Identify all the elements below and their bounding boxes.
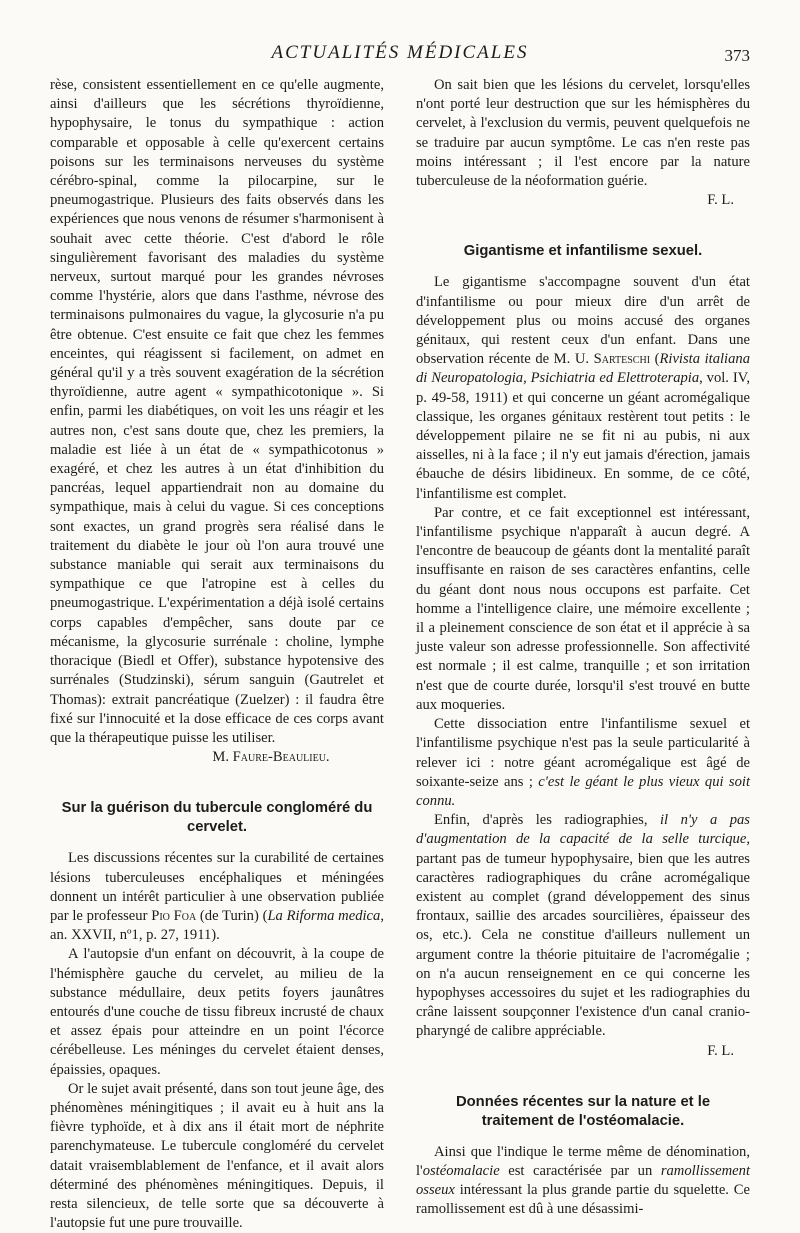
emphasis: il n'y a pas d'augmentation de la capacité de la selle turcique: [416, 812, 750, 848]
paragraph: Le gigantisme s'accompagne souvent d'un état d'infantilisme ou pour mieux dire d'un arrêt de développement plus ou moins accusé des organes génitaux, qui restent ceux d'un enfant. Dans une observation récente de M. U. Sarteschi (Rivista italiana di Neuropatologia, Psichiatria ed Elettroterapia, vol. IV, p. 49-58, 1911) et qui concerne un géant acromégalique classique, les organes génitaux restèrent tout petits : le développement pilaire ne se fit ni au pubis, ni aux aisselles, ni à la face ; il n'y eut jamais d'érection, jamais ébauche de désirs libidineux. En somme, de ce côté, l'infantilisme est complet.: [416, 274, 750, 502]
left-column: [50, 76, 384, 1233]
author-signature: F. L.: [707, 192, 734, 209]
section-heading: Données récentes sur la nature et le traitement de l'ostéomalacie.: [455, 1093, 711, 1129]
paragraph: rèse, consistent essentiellement en ce qu'elle augmente, ainsi d'ailleurs que les sécrétions thyroïdienne, hypophysaire, le tonus du sympathique : action comparable et opposable à celle qu'exercent certains poisons sur les terminaisons nerveuses du système cérébro-spinal, comme la pilocarpine, sur le pneumogastrique. Plusieurs des faits observés dans les expériences que nous venons de résumer s'harmonisent à souhait avec cette théorie. C'est d'abord le rôle singulièrement favorisant des maladies du système nerveux, surtout marqué pour les grandes névroses comme l'hystérie, alors que dans l'asthme, névrose des terminaisons pulmonaires du vague, la glycosurie n'a pu être obtenue. C'est ensuite ce fait que chez les femmes enceintes, qui réagissent si facilement, on admet en général qu'il y a très souvent exagération de la sécrétion thyroïdienne, autre agent « sympathicotonique ». Si enfin, parmi les diabétiques, on voit les uns réagir et les autres non, c'est sans doute que, chez les premiers, la maladie est liée à un état de « sympathicotonus » exagéré, et chez les autres à un état d'inhibition du pancréas, lequel appartiendrait non au domaine du sympathique, mais à celui du vague. Si ces conceptions sont exactes, un grand progrès sera réalisé dans le traitement du diabète le jour où l'on aura trouvé une substance maniable qui serait aux terminaisons du sympathique ce que l'atropine est à celles du pneumogastrique. L'expérimentation a déjà isolé certains corps capables d'empêcher, sans doute par ce mécanisme, la glycosurie surrénale : choline, lymphe thoracique (Biedl et Offer), substance hypotensive des surrénales (Studzinski), sérum sanguin (Gautrelet et Thomas): extrait pancréatique (Zuelzer) : il faudra être fixé sur l'innocuité et la dose efficace de ces corps avant que la thérapeutique puisse les utiliser.: [50, 77, 384, 746]
text-columns: [50, 76, 750, 1233]
paragraph: Or le sujet avait présenté, dans son tout jeune âge, des phénomènes méningitiques ; il avait eu à huit ans la fièvre typhoïde, et à dix ans il était mort de néphrite parenchymateuse. Le tubercule congloméré du cervelet datait vraisemblablement de l'enfance, et il avait alors déterminé des phénomènes méningitiques. Depuis, il resta silencieux, de telle sorte que sa découverte à l'autopsie fut une pure trouvaille.: [50, 1080, 384, 1232]
paragraph: Enfin, d'après les radiographies, il n'y a pas d'augmentation de la capacité de la selle turcique, partant pas de tumeur hypophysaire, bien que les autres caractères radiographiques du crâne acromégalique existent au complet (grand développement des sinus frontaux, saillie des arcades sourcilières, épaisseur des os, etc.). Cela ne constitue d'ailleurs nullement un argument contre la théorie pituitaire de l'acromégalie ; on n'a aucun renseignement en ce qui concerne les hypophyses accessoires du sujet et les radiographies du crâne laissent soupçonner l'existence d'un canal cranio-pharyngé de calibre appréciable.: [416, 812, 750, 1040]
page-header: [50, 42, 750, 68]
paragraph: On sait bien que les lésions du cervelet, lorsqu'elles n'ont porté leur destruction que sur les hémisphères du cervelet, à l'exclusion du vermis, peuvent quelquefois ne se traduire par aucun symptôme. Le cas n'en reste pas moins intéressant ; il l'est encore par la nature tuberculeuse de la néoformation guérie.: [416, 77, 750, 190]
paragraph: Ainsi que l'indique le terme même de dénomination, l'ostéomalacie est caractérisée par un ramollissement osseux intéressant la plus grande partie du squelette. Ce ramollissement est dû à une désassimi-: [416, 1143, 750, 1218]
cited-author: Sarteschi: [593, 351, 651, 368]
journal-title: La Riforma medica: [267, 907, 381, 924]
running-title: ACTUALITÉS MÉDICALES: [271, 42, 529, 63]
cited-author: Pio Foa: [151, 907, 197, 924]
emphasis: ostéomalacie: [422, 1162, 500, 1179]
journal-title: Rivista italiana di Neuropatologia, Psichiatria ed Elettroterapia: [416, 351, 750, 387]
emphasis: ramollissement osseux: [416, 1162, 750, 1199]
emphasis: c'est le géant le plus vieux qui soit connu.: [416, 773, 750, 809]
page-number: 373: [724, 46, 750, 65]
paragraph: Cette dissociation entre l'infantilisme sexuel et l'infantilisme psychique n'est pas la seule particularité à relever ici : notre géant acromégalique est âgé de soixante-seize ans ; c'est le géant le plus vieux qui soit connu.: [416, 716, 750, 809]
journal-page: [50, 42, 750, 1232]
right-column: [416, 76, 750, 1233]
paragraph: Par contre, et ce fait exceptionnel est intéressant, l'infantilisme psychique n'apparaît à aucun degré. A l'encontre de beaucoup de géants dont la mentalité paraît insuffisante en raison de ses caractères enfantins, celle du géant dont nous nous occupons est parfaite. Cet homme a l'intelligence claire, une mémoire excellente ; il a pleinement conscience de son état et il apprécie à sa juste valeur son adresse professionnelle. Son affectivité est normale ; il est calme, tranquille ; et son irritation n'est que de courte durée, lorsqu'il s'est trouvé en butte aux moqueries.: [416, 504, 750, 713]
paragraph: A l'autopsie d'un enfant on découvrit, à la coupe de l'hémisphère gauche du cervelet, au milieu de la substance médullaire, deux petits foyers jaunâtres entourés d'une couche de tissu fibreux incrusté de chaux et assez épais pour atteindre en un point l'écorce cérébelleuse. Les méninges du cervelet étaient denses, épaissies, opaques.: [50, 946, 384, 1078]
section-heading: Sur la guérison du tubercule congloméré du cervelet.: [61, 800, 373, 836]
paragraph: Les discussions récentes sur la curabilité de certaines lésions tuberculeuses encéphaliques et méningées donnent un intérêt particulier à une observation publiée par le professeur Pio Foa (de Turin) (La Riforma medica, an. XXVII, nº1, p. 27, 1911).: [50, 850, 384, 944]
author-signature: F. L.: [707, 1042, 734, 1059]
author-signature: M. Faure-Beaulieu.: [212, 749, 330, 766]
section-heading: Gigantisme et infantilisme sexuel.: [463, 243, 703, 260]
